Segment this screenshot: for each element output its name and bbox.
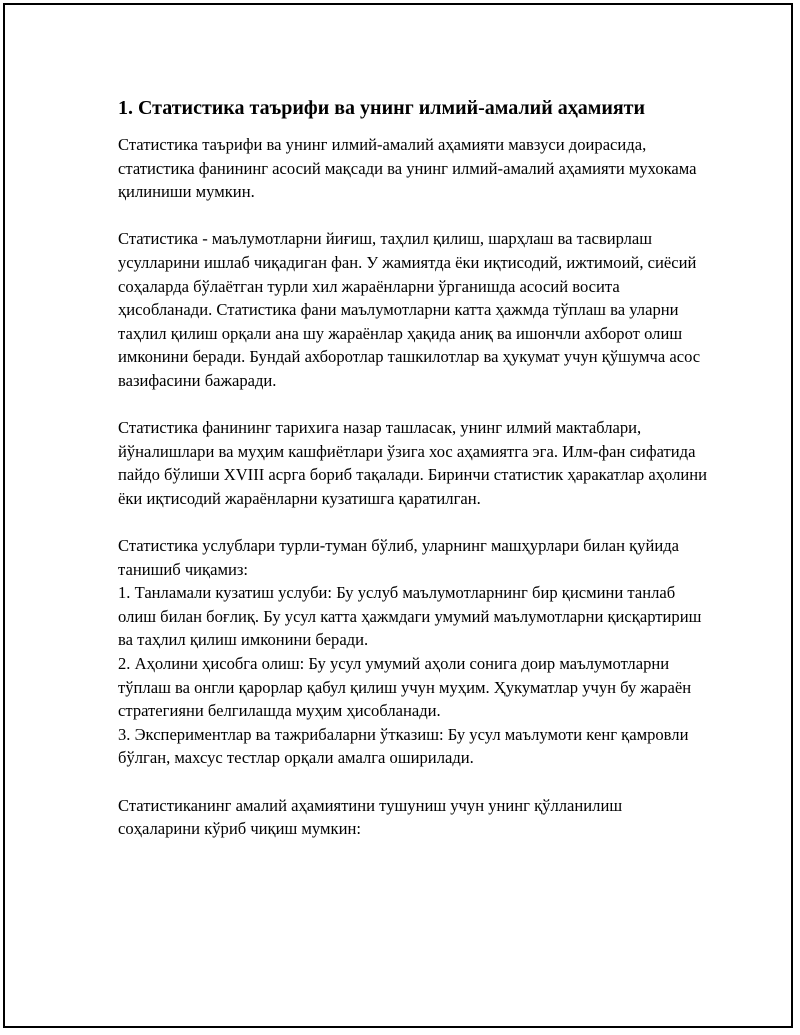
document-body bbox=[118, 95, 708, 864]
methods-section bbox=[118, 534, 708, 770]
history-paragraph: Статистика фанининг тарихига назар ташласак, унинг илмий мактаблари, йўналишлари ва муҳим кашфиётлари ўзига хос аҳамиятга эга. Илм-фан сифатида пайдо бўлиши XVIII асрга бориб тақалади. Биринчи статистик ҳаракатлар аҳолини ёки иқтисодий жараёнларни кузатишга қаратилган. bbox=[118, 418, 708, 508]
method-item-sampling: 1. Танламали кузатиш услуби: Бу услуб маълумотларнинг бир қисмини танлаб олиш билан боғлиқ. Бу усул катта ҳажмдаги умумий маълумотларни қисқартириш ва таҳлил қилиш имконини беради. bbox=[118, 583, 702, 650]
definition-paragraph: Статистика - маълумотларни йиғиш, таҳлил қилиш, шарҳлаш ва тасвирлаш усулларини ишлаб чиқадиган фан. У жамиятда ёки иқтисодий, ижтимоий, сиёсий соҳаларда бўлаётган турли хил жараёнларни ўрганишда асосий восита ҳисобланади. Статистика фани маълумотларни катта ҳажмда тўплаш ва уларни таҳлил қилиш орқали ана шу жараёнлар ҳақида аниқ ва ишончли ахборот олиш имконини беради. Бундай ахборотлар ташкилотлар ва ҳукумат учун қўшумча асос вазифасини бажаради. bbox=[118, 229, 701, 390]
intro-paragraph: Статистика таърифи ва унинг илмий-амалий аҳамияти мавзуси доирасида, статистика фанининг асосий мақсади ва унинг илмий-амалий аҳамияти мухокама қилиниши мумкин. bbox=[118, 135, 697, 202]
methods-intro: Статистика услублари турли-туман бўлиб, уларнинг машҳурлари билан қуйида танишиб чиқамиз: bbox=[118, 536, 680, 579]
method-item-census: 2. Аҳолини ҳисобга олиш: Бу усул умумий аҳоли сонига доир маълумотларни тўплаш ва онгли қарорлар қабул қилиш учун муҳим. Ҳукуматлар учун бу жараён стратегияни белгилашда муҳим ҳисобланади. bbox=[118, 654, 692, 721]
closing-paragraph: Статистиканинг амалий аҳамиятини тушуниш учун унинг қўлланилиш соҳаларини кўриб чиқиш мумкин: bbox=[118, 795, 623, 839]
method-item-experiments: 3. Экспериментлар ва тажрибаларни ўтказиш: Бу усул маълумоти кенг қамровли бўлган, махсус тестлар орқали амалга оширилади. bbox=[118, 724, 689, 768]
document-title: 1. Статистика таърифи ва унинг илмий-амалий аҳамияти bbox=[118, 97, 646, 119]
